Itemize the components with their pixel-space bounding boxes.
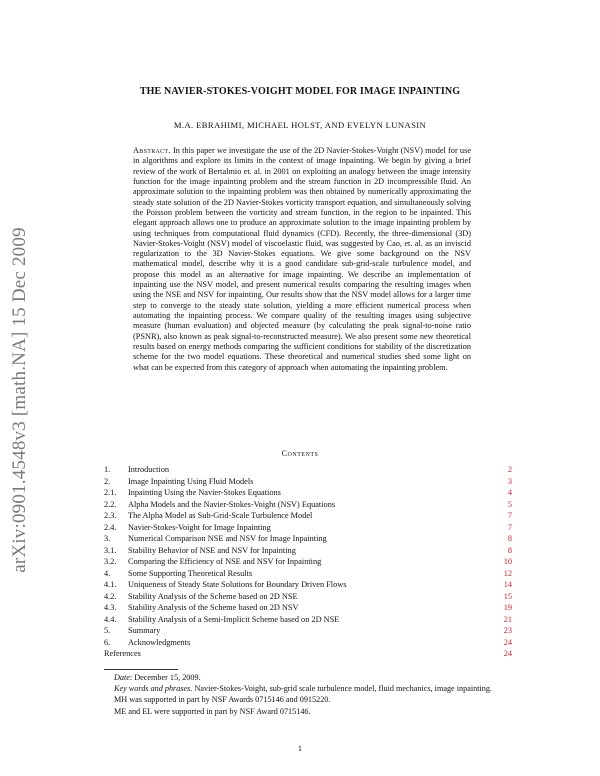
toc-entry-page-link[interactable]: 19 [503,603,512,612]
toc-entry-number: 2.3. [104,511,117,520]
footnote-divider [104,669,178,670]
toc-entry-page-link[interactable]: 21 [503,614,512,624]
contents-heading: Contents [281,449,319,458]
toc-entry[interactable] [104,510,512,522]
toc-entry[interactable] [104,579,512,591]
footnote-date-label: Date [114,673,130,682]
arxiv-identifier-stamp [8,227,32,573]
footnote-keywords-label: Key words and phrases. [114,684,193,694]
toc-entry[interactable] [104,614,512,626]
toc-entry-page-link[interactable]: 8 [507,534,512,543]
toc-entry-page-link[interactable]: 14 [503,580,512,589]
toc-entry-number: 4.1. [104,580,117,589]
toc-entry[interactable] [104,522,512,534]
abstract-text: In this paper we investigate the use of the 2D Navier-Stokes-Voight (NSV) model for use in algorithms and explore its limits in the context of image inpainting. We begin by giving a brief review of the work of Bertalmio et. al. in 2001 on exploiting an analogy between the image intensity function for the image inpainting problem and the stream function in 2D incompressible fluid. An approximate solution to the inpainting problem was then obtained by numerically approximating the steady state solution of the 2D Navier-Stokes vorticity transport equation, and simultaneously solving the Poisson problem between the vorticity and stream function, in the region to be inpainted. This elegant approach allows one to produce an approximate solution to the image inpainting problem by using techniques from computational fluid dynamics (CFD). Recently, the three-dimensional (3D) Navier-Stokes-Voight (NSV) model of viscoelastic fluid, was suggested by Cao, et. al. as an inviscid regularization to the 3D Navier-Stokes equations. We give some background on the NSV mathematical model, describe why it is a good candidate sub-grid-scale turbulence model, and propose this model as an alternative for image inpainting. We describe an implementation of inpainting use the NSV model, and present numerical results comparing the resulting images when using the NSE and NSV for inpainting. Our results show that the NSV model allows for a larger time step to converge to the steady state solution, yielding a more efficient numerical process when automating the inpainting process. We compare quality of the resulting images using subjective measure (human evaluation) and objected measure (by calculating the peak signal-to-noise ratio (PSNR), also known as peak signal-to-reconstructed measure). We also present some new theoretical results based on energy methods comparing the sufficient conditions for stability of the discretization scheme for the two model equations. These theoretical and numerical studies shed some light on what can be expected from this category of approach when automating the inpainting problem. [133,146,471,372]
page-number: 1 [297,744,303,753]
toc-entry[interactable] [104,625,512,637]
toc-entry-title[interactable]: The Alpha Model as Sub-Grid-Scale Turbulence Model [128,511,313,520]
paper-authors: M.A. EBRAHIMI, MICHAEL HOLST, AND EVELYN LUNASIN [173,120,427,130]
toc-entry-page-link[interactable]: 24 [503,649,512,658]
toc-entry-title[interactable]: Introduction [128,465,170,474]
toc-entry-title[interactable]: Comparing the Efficiency of NSE and NSV for Inpainting [128,557,322,566]
footnote-keywords [104,683,512,694]
toc-entry-number: 1. [104,465,111,474]
toc-entry-title[interactable]: Alpha Models and the Navier-Stokes-Voight (NSV) Equations [128,499,336,509]
toc-entry-page-link[interactable]: 12 [503,568,512,578]
toc-entry[interactable] [104,602,512,614]
toc-entry-number: 5. [104,626,111,635]
toc-entry-title[interactable]: Some Supporting Theoretical Results [128,568,253,578]
footnote-keywords-text: Navier-Stokes-Voight, sub-grid scale turbulence model, fluid mechanics, image inpainting. [194,684,492,694]
toc-entry[interactable] [104,499,512,511]
toc-entry-page-link[interactable]: 10 [503,557,512,566]
toc-entry[interactable] [104,648,512,660]
toc-entry-number: 4.3. [104,603,117,612]
toc-entry-page-link[interactable]: 2 [507,465,512,474]
toc-entry-title[interactable]: Stability Analysis of the Scheme based on 2D NSV [128,603,299,612]
toc-entry-page-link[interactable]: 3 [507,476,512,486]
toc-entry-title[interactable]: Acknowledgments [128,637,191,647]
toc-entry[interactable] [104,464,512,476]
toc-entry-number: 2.2. [104,499,117,509]
toc-entry-title[interactable]: Inpainting Using the Navier-Stokes Equations [128,488,281,497]
footnote-mh-support: MH was supported in part by NSF Awards 0715146 and 0915220. [114,695,331,705]
toc-entry-page-link[interactable]: 4 [507,488,512,497]
toc-entry-number: 3.2. [104,557,117,566]
toc-entry-title[interactable]: References [104,649,141,658]
toc-entry[interactable] [104,637,512,649]
footnotes [104,672,512,717]
toc-entry-title[interactable]: Navier-Stokes-Voight for Image Inpainting [128,522,271,532]
toc-entry[interactable] [104,476,512,488]
toc-entry[interactable] [104,556,512,568]
paper-title: THE NAVIER-STOKES-VOIGHT MODEL FOR IMAGE INPAINTING [139,86,461,97]
toc-entry-title[interactable]: Numerical Comparison NSE and NSV for Image Inpainting [128,534,327,543]
toc-entry-number: 2.1. [104,488,117,497]
toc-entry-page-link[interactable]: 8 [507,545,512,555]
toc-entry-page-link[interactable]: 7 [507,511,512,520]
toc-entry[interactable] [104,568,512,580]
footnote-date [104,672,512,683]
toc-entry-title[interactable]: Image Inpainting Using Fluid Models [128,476,254,486]
toc-entry-page-link[interactable]: 23 [503,626,512,635]
abstract [133,146,471,373]
table-of-contents [104,464,512,660]
toc-entry[interactable] [104,591,512,603]
toc-entry-number: 4.4. [104,614,117,624]
abstract-label: Abstract. [133,146,171,155]
toc-entry-title[interactable]: Stability Behavior of NSE and NSV for Inpainting [128,545,296,555]
arxiv-identifier-text: arXiv:0901.4548v3 [math.NA] 15 Dec 2009 [9,227,30,573]
footnote-me-el-support: ME and EL were supported in part by NSF Award 0715146. [114,706,311,716]
footnote-date-value: : December 15, 2009. [129,673,201,682]
toc-entry-title[interactable]: Summary [128,626,161,635]
toc-entry-page-link[interactable]: 5 [507,499,512,509]
toc-entry-number: 4. [104,568,111,578]
toc-entry-number: 2. [104,476,111,486]
toc-entry-number: 6. [104,637,111,647]
toc-entry[interactable] [104,545,512,557]
toc-entry-number: 3.1. [104,545,117,555]
toc-entry-number: 4.2. [104,591,117,601]
toc-entry-title[interactable]: Stability Analysis of the Scheme based on 2D NSE [128,591,298,601]
toc-entry-page-link[interactable]: 7 [507,522,512,532]
toc-entry-page-link[interactable]: 15 [503,591,512,601]
toc-entry-page-link[interactable]: 24 [503,637,512,647]
toc-entry-title[interactable]: Stability Analysis of a Semi-Implicit Scheme based on 2D NSE [128,614,340,624]
toc-entry[interactable] [104,533,512,545]
toc-entry-number: 3. [104,534,111,543]
toc-entry-number: 2.4. [104,522,117,532]
toc-entry[interactable] [104,487,512,499]
toc-entry-title[interactable]: Uniqueness of Steady State Solutions for Boundary Driven Flows [128,580,347,589]
